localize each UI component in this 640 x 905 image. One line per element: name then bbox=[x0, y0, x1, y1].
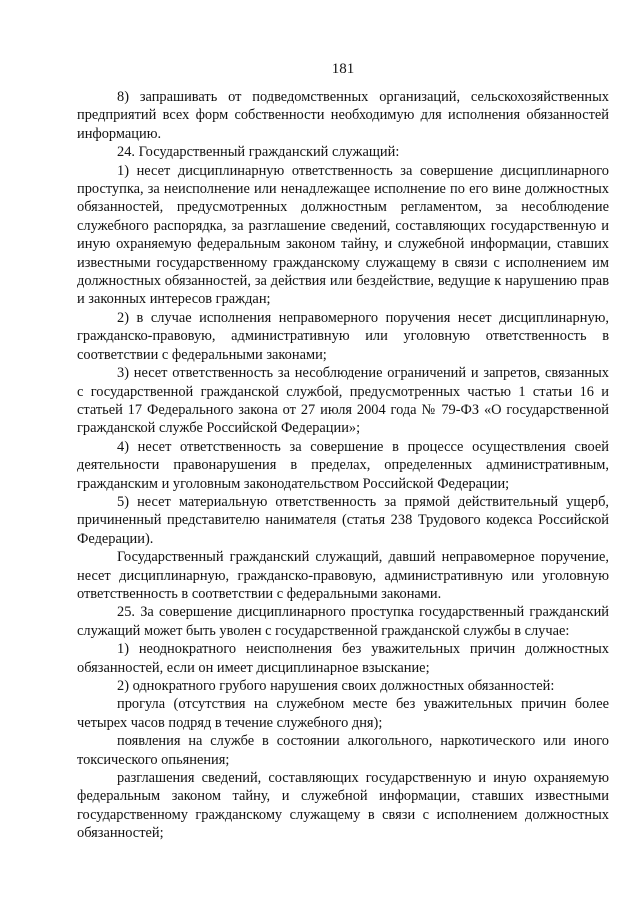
paragraph-unlawful-order-giver: Государственный гражданский служащий, давший неправомерное поручение, несет дисциплинарную, гражданско-правовую, административную или уголовную ответственность в соответствии с федеральными законами. bbox=[77, 549, 609, 602]
section-25-heading: 25. За совершение дисциплинарного проступка государственный гражданский служащий может быть уволен с государственной гражданской службы в случае: bbox=[77, 604, 609, 639]
paragraph-gross-violation: 2) однократного грубого нарушения своих должностных обязанностей: bbox=[117, 678, 555, 694]
paragraph-item-8-request-info: 8) запрашивать от подведомственных организаций, сельскохозяйственных предприятий всех форм собственности необходимую для исполнения обязанностей информацию. bbox=[77, 89, 609, 142]
section-24-heading: 24. Государственный гражданский служащий: bbox=[117, 144, 400, 161]
paragraph-disciplinary-responsibility: 1) несет дисциплинарную ответственность за совершение дисциплинарного проступка, за неисполнение или ненадлежащее исполнение по его вине должностных обязанностей, предусмотренных должностным регламентом, за несоблюдение служебного распорядка, за разглашение сведений, составляющих государственную и иную охраняемую федеральным законом тайну, и служебной информации, ставших известными государственному гражданскому служащему в связи с исполнением им должностных обязанностей, за действия или бездействие, ведущие к нарушению прав и законных интересов граждан; bbox=[77, 162, 609, 308]
paragraph-disclosure: разглашения сведений, составляющих государственную и иную охраняемую федеральным законом тайну, и служебной информации, ставших известными государственному гражданскому служащему в связи с исполнением должностных обязанностей; bbox=[77, 770, 609, 842]
paragraph-unlawful-order: 2) в случае исполнения неправомерного поручения несет дисциплинарную, гражданско-правовую, административную или уголовную ответственность в соответствии с федеральными законами; bbox=[77, 309, 609, 363]
paragraph-intoxication: появления на службе в состоянии алкогольного, наркотического или иного токсического опьянения; bbox=[77, 733, 609, 768]
paragraph-restrictions: 3) несет ответственность за несоблюдение ограничений и запретов, связанных с государственной гражданской службой, предусмотренных частью 1 статьи 16 и статьей 17 Федерального закона от 27 июля 2004 года № 79-ФЗ «О государственной гражданской службе Российской Федерации»; bbox=[77, 365, 609, 437]
paragraph-repeated-failure: 1) неоднократного неисполнения без уважительных причин должностных обязанностей, если он имеет дисциплинарное взыскание; bbox=[77, 641, 609, 676]
paragraph-absence: прогула (отсутствия на служебном месте без уважительных причин более четырех часов подряд в течение служебного дня); bbox=[77, 696, 609, 731]
paragraph-offenses: 4) несет ответственность за совершение в процессе осуществления своей деятельности правонарушения в пределах, определенных административным, гражданским и уголовным законодательством Российской Федерации; bbox=[77, 438, 609, 492]
paragraph-material-liability: 5) несет материальную ответственность за прямой действительный ущерб, причиненный представителю нанимателя (статья 238 Трудового кодекса Российской Федерации). bbox=[77, 493, 609, 547]
page-number: 181 bbox=[331, 61, 355, 77]
